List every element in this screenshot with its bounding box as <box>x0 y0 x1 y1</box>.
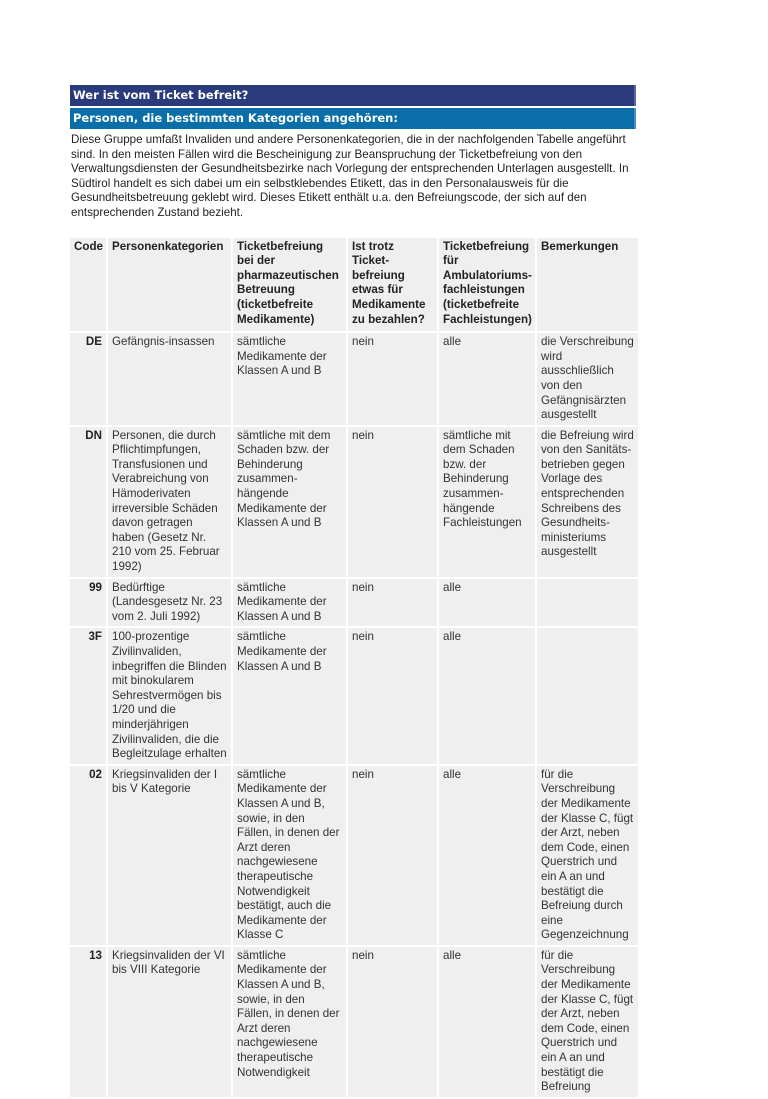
cell-code: 99 <box>70 579 106 627</box>
cell-pay: nein <box>348 628 437 763</box>
column-header-remarks: Bemerkungen <box>537 238 638 332</box>
cell-ambulatory: alle <box>439 333 535 425</box>
cell-pharma: sämtliche Medikamente der Klassen A und B, sowie, in den Fällen, in denen der Arzt deren nachgewiesene therapeutische Notwendigkeit <box>233 947 346 1097</box>
cell-ambulatory: alle <box>439 628 535 763</box>
cell-pay: nein <box>348 333 437 425</box>
cell-category: Gefängnis-insassen <box>108 333 231 425</box>
table-row <box>70 628 638 763</box>
cell-code: DN <box>70 427 106 577</box>
cell-ambulatory: alle <box>439 766 535 945</box>
column-header-pay: Ist trotz Ticket-befreiung etwas für Medikamente zu bezahlen? <box>348 238 437 332</box>
cell-ambulatory: alle <box>439 579 535 627</box>
column-header-ambulatory: Ticketbefreiung für Ambulatoriums-fachleistungen (ticketbefreite Fachleistungen) <box>439 238 535 332</box>
column-header-code: Code <box>70 238 106 332</box>
exemption-table <box>68 236 640 1099</box>
cell-pharma: sämtliche Medikamente der Klassen A und B <box>233 333 346 425</box>
main-heading: Wer ist vom Ticket befreit? <box>70 85 636 106</box>
cell-pay: nein <box>348 579 437 627</box>
cell-pay: nein <box>348 766 437 945</box>
table-row <box>70 579 638 627</box>
table-row <box>70 333 638 425</box>
cell-remarks: für die Verschreibung der Medikamente der Klasse C, fügt der Arzt, neben dem Code, einen Querstrich und ein A an und bestätigt die Befreiung <box>537 947 638 1097</box>
column-header-category: Personenkategorien <box>108 238 231 332</box>
intro-paragraph: Diese Gruppe umfaßt Invaliden und andere Personenkategorien, die in der nachfolgenden Tabelle angeführt sind. In den meisten Fällen wird die Bescheinigung zur Beanspruchung der Ticketbefreiung von den Verwaltungsdiensten der Gesundheitsbezirke nach Vorlegung der entsprechenden Unterlagen ausgestellt. In Südtirol handelt es sich dabei um ein selbstklebendes Etikett, das in den Personalausweis für die Gesundheitsbetreuung geklebt wird. Dieses Etikett enthält u.a. den Befreiungscode, der sich auf den entsprechenden Zustand bezieht. <box>71 133 629 219</box>
cell-category: Personen, die durch Pflichtimpfungen, Transfusionen und Verabreichung von Hämoderivaten irreversible Schäden davon getragen haben (Gesetz Nr. 210 vom 25. Februar 1992) <box>108 427 231 577</box>
table-header-row <box>70 238 638 332</box>
cell-remarks: die Verschreibung wird ausschließlich von den Gefängnisärzten ausgestellt <box>537 333 638 425</box>
table-row <box>70 766 638 945</box>
cell-pay: nein <box>348 947 437 1097</box>
cell-pharma: sämtliche mit dem Schaden bzw. der Behinderung zusammen-hängende Medikamente der Klassen A und B <box>233 427 346 577</box>
table-row <box>70 947 638 1097</box>
cell-ambulatory: sämtliche mit dem Schaden bzw. der Behinderung zusammen-hängende Fachleistungen <box>439 427 535 577</box>
column-header-pharma: Ticketbefreiung bei der pharmazeutischen Betreuung (ticketbefreite Medikamente) <box>233 238 346 332</box>
cell-code: 02 <box>70 766 106 945</box>
cell-code: 3F <box>70 628 106 763</box>
cell-category: 100-prozentige Zivilinvaliden, inbegriffen die Blinden mit binokularem Sehrestvermögen bis 1/20 und die minderjährigen Zivilinvaliden, die die Begleitzulage erhalten <box>108 628 231 763</box>
cell-code: DE <box>70 333 106 425</box>
cell-pay: nein <box>348 427 437 577</box>
cell-remarks: die Befreiung wird von den Sanitäts-betrieben gegen Vorlage des entsprechenden Schreibens des Gesundheits-ministeriums ausgestellt <box>537 427 638 577</box>
document-page <box>70 85 636 1099</box>
cell-remarks <box>537 579 638 627</box>
cell-category: Kriegsinvaliden der VI bis VIII Kategorie <box>108 947 231 1097</box>
cell-remarks: für die Verschreibung der Medikamente der Klasse C, fügt der Arzt, neben dem Code, einen Querstrich und ein A an und bestätigt die Befreiung durch eine Gegenzeichnung <box>537 766 638 945</box>
cell-code: 13 <box>70 947 106 1097</box>
cell-pharma: sämtliche Medikamente der Klassen A und B <box>233 579 346 627</box>
cell-ambulatory: alle <box>439 947 535 1097</box>
cell-remarks <box>537 628 638 763</box>
sub-heading: Personen, die bestimmten Kategorien angehören: <box>70 108 636 129</box>
cell-pharma: sämtliche Medikamente der Klassen A und B, sowie, in den Fällen, in denen der Arzt deren nachgewiesene therapeutische Notwendigkeit bestätigt, auch die Medikamente der Klasse C <box>233 766 346 945</box>
cell-category: Bedürftige (Landesgesetz Nr. 23 vom 2. Juli 1992) <box>108 579 231 627</box>
cell-pharma: sämtliche Medikamente der Klassen A und B <box>233 628 346 763</box>
table-row <box>70 427 638 577</box>
cell-category: Kriegsinvaliden der I bis V Kategorie <box>108 766 231 945</box>
